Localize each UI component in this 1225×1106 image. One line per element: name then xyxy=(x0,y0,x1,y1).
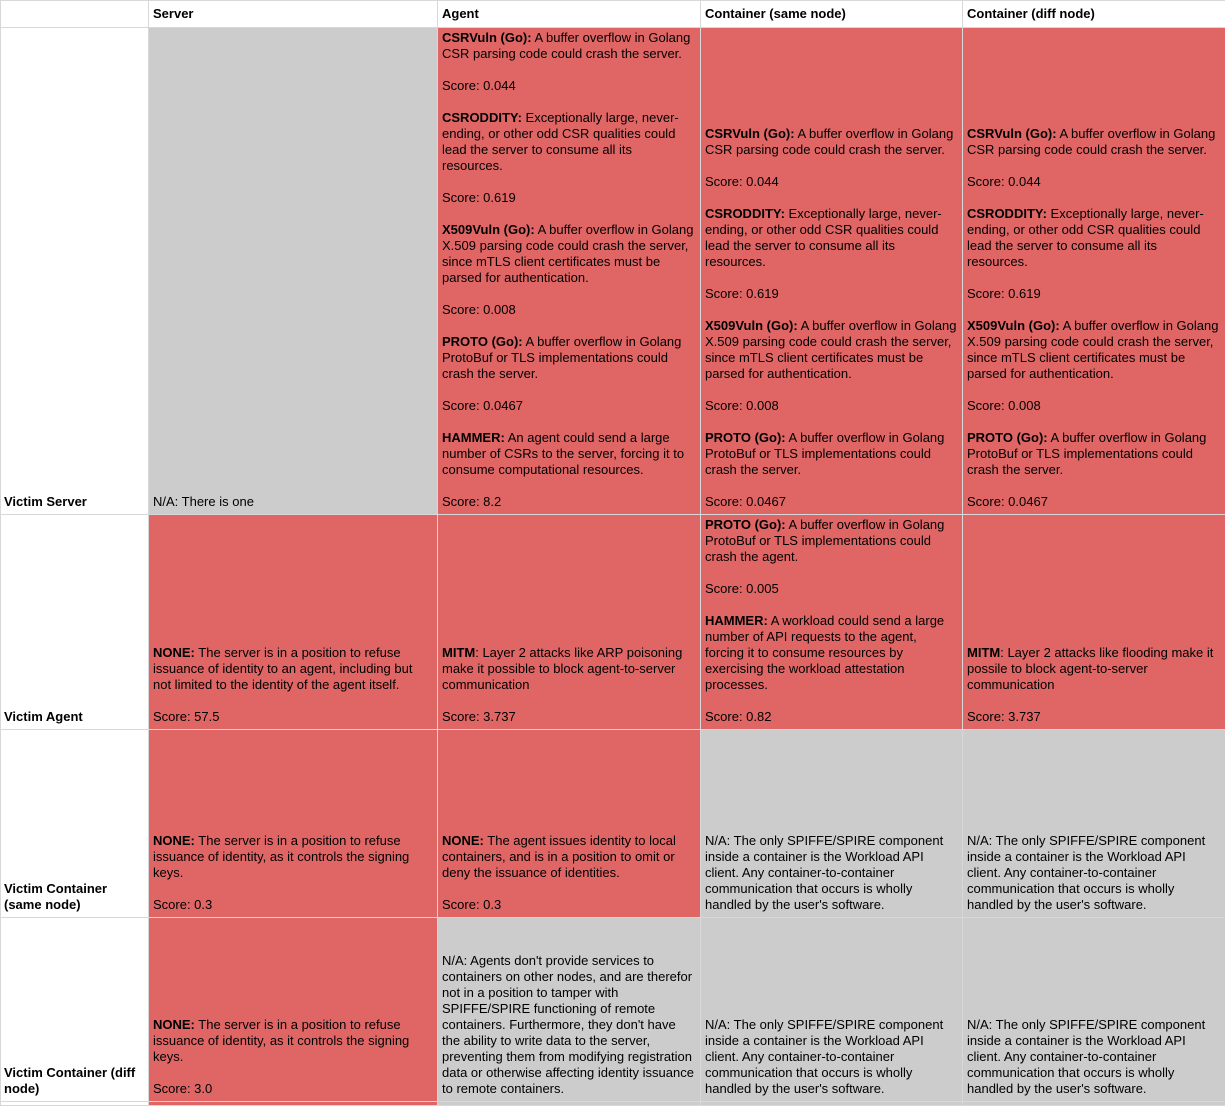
matrix-cell[interactable] xyxy=(701,28,963,515)
na-text: N/A: The only SPIFFE/SPIRE component inside a container is the Workload API client. Any container-to-container communication that occurs is wholly handled by the user's software. xyxy=(967,833,1221,913)
score-line: Score: 3.0 xyxy=(153,1081,433,1097)
threat-description: PROTO (Go): A buffer overflow in Golang ProtoBuf or TLS implementations could crash the server. xyxy=(442,334,696,382)
matrix-cell[interactable] xyxy=(149,515,438,730)
cell-content xyxy=(701,831,962,917)
threat-description: CSRODDITY: Exceptionally large, never-ending, or other odd CSR qualities could lead the server to consume all its resources. xyxy=(442,110,696,174)
score-line: Score: 0.619 xyxy=(967,286,1221,302)
matrix-cell[interactable] xyxy=(438,28,701,515)
score-line: Score: 0.0467 xyxy=(967,494,1221,510)
matrix-cell[interactable] xyxy=(149,730,438,918)
row-header-victim-container-same-node[interactable]: Victim Container (same node) xyxy=(1,730,149,918)
corner-header-cell[interactable] xyxy=(1,1,149,28)
matrix-cell[interactable] xyxy=(438,515,701,730)
score-line: Score: 0.008 xyxy=(442,302,696,318)
matrix-cell[interactable] xyxy=(149,1102,438,1106)
cell-content xyxy=(963,831,1225,917)
threat-name: PROTO (Go): xyxy=(705,517,786,532)
column-header-agent[interactable]: Agent xyxy=(438,1,701,28)
column-header-server[interactable]: Server xyxy=(149,1,438,28)
threat-name: CSRODDITY: xyxy=(967,206,1047,221)
threat-description: NONE: The server is in a position to refuse issuance of identity, as it controls the signing keys. xyxy=(153,1017,433,1065)
threat-description: NONE: The server is in a position to refuse issuance of identity to an agent, including but not limited to the identity of the agent itself. xyxy=(153,645,433,693)
row-header-victim-container-diff-node[interactable]: Victim Container (diff node) xyxy=(1,918,149,1102)
threat-description: X509Vuln (Go): A buffer overflow in Golang X.509 parsing code could crash the server, since mTLS client certificates must be parsed for authentication. xyxy=(967,318,1221,382)
score-line: Score: 0.044 xyxy=(442,78,696,94)
threat-description: HAMMER: A workload could send a large number of API requests to the agent, forcing it to consume resources by exercising the workload attestation processes. xyxy=(705,613,958,693)
cell-content xyxy=(701,1015,962,1101)
threat-description: NONE: The server is in a position to refuse issuance of identity, as it controls the signing keys. xyxy=(153,833,433,881)
threat-name: CSRODDITY: xyxy=(705,206,785,221)
row-header-victim-server[interactable]: Victim Server xyxy=(1,28,149,515)
threat-description: X509Vuln (Go): A buffer overflow in Golang X.509 parsing code could crash the server, since mTLS client certificates must be parsed for authentication. xyxy=(442,222,696,286)
cell-content xyxy=(963,1015,1225,1101)
matrix-row xyxy=(1,515,1225,730)
row-header-clipped[interactable] xyxy=(1,1102,149,1106)
score-line: Score: 3.737 xyxy=(442,709,696,725)
column-header-container-diff-node[interactable]: Container (diff node) xyxy=(963,1,1225,28)
threat-name: NONE: xyxy=(442,833,484,848)
score-line: Score: 0.005 xyxy=(705,581,958,597)
threat-description: PROTO (Go): A buffer overflow in Golang ProtoBuf or TLS implementations could crash the server. xyxy=(967,430,1221,478)
matrix-cell[interactable] xyxy=(438,730,701,918)
score-line: Score: 0.008 xyxy=(705,398,958,414)
threat-description: PROTO (Go): A buffer overflow in Golang ProtoBuf or TLS implementations could crash the agent. xyxy=(705,517,958,565)
threat-description: MITM: Layer 2 attacks like flooding make it possile to block agent-to-server communication xyxy=(967,645,1221,693)
cell-content xyxy=(149,643,437,729)
threat-description: CSRVuln (Go): A buffer overflow in Golang CSR parsing code could crash the server. xyxy=(967,126,1221,158)
threat-name: MITM xyxy=(967,645,1000,660)
matrix-row xyxy=(1,918,1225,1102)
na-text: N/A: The only SPIFFE/SPIRE component inside a container is the Workload API client. Any container-to-container communication that occurs is wholly handled by the user's software. xyxy=(967,1017,1221,1097)
score-line: Score: 0.619 xyxy=(442,190,696,206)
threat-name: X509Vuln (Go): xyxy=(705,318,798,333)
threat-name: MITM xyxy=(442,645,475,660)
threat-name: X509Vuln (Go): xyxy=(967,318,1060,333)
score-line: Score: 0.044 xyxy=(705,174,958,190)
cell-content xyxy=(701,124,962,514)
row-header-victim-agent[interactable]: Victim Agent xyxy=(1,515,149,730)
matrix-cell[interactable] xyxy=(963,918,1225,1102)
matrix-cell[interactable] xyxy=(963,28,1225,515)
threat-description: CSRODDITY: Exceptionally large, never-ending, or other odd CSR qualities could lead the server to consume all its resources. xyxy=(705,206,958,270)
threat-name: PROTO (Go): xyxy=(967,430,1048,445)
matrix-cell[interactable] xyxy=(963,730,1225,918)
threat-description: PROTO (Go): A buffer overflow in Golang ProtoBuf or TLS implementations could crash the server. xyxy=(705,430,958,478)
score-line: Score: 0.82 xyxy=(705,709,958,725)
matrix-cell[interactable] xyxy=(701,918,963,1102)
threat-name: CSRVuln (Go): xyxy=(967,126,1057,141)
score-line: Score: 0.3 xyxy=(442,897,696,913)
threat-name: PROTO (Go): xyxy=(442,334,523,349)
matrix-cell[interactable] xyxy=(701,515,963,730)
matrix-cell[interactable] xyxy=(149,28,438,515)
na-text: N/A: The only SPIFFE/SPIRE component inside a container is the Workload API client. Any container-to-container communication that occurs is wholly handled by the user's software. xyxy=(705,833,958,913)
threat-description: CSRODDITY: Exceptionally large, never-ending, or other odd CSR qualities could lead the server to consume all its resources. xyxy=(967,206,1221,270)
matrix-cell[interactable] xyxy=(963,1102,1225,1106)
cell-content xyxy=(438,28,700,514)
threat-name: CSRODDITY: xyxy=(442,110,522,125)
threat-name: NONE: xyxy=(153,645,195,660)
matrix-row xyxy=(1,730,1225,918)
threat-name: X509Vuln (Go): xyxy=(442,222,535,237)
matrix-cell[interactable] xyxy=(701,730,963,918)
na-text: N/A: There is one xyxy=(153,494,433,510)
threat-description: CSRVuln (Go): A buffer overflow in Golang CSR parsing code could crash the server. xyxy=(705,126,958,158)
threat-name: HAMMER: xyxy=(442,430,505,445)
threat-description: CSRVuln (Go): A buffer overflow in Golang CSR parsing code could crash the server. xyxy=(442,30,696,62)
clipped-next-row xyxy=(1,1102,1225,1106)
cell-content xyxy=(438,831,700,917)
column-header-container-same-node[interactable]: Container (same node) xyxy=(701,1,963,28)
header-row xyxy=(1,1,1225,28)
na-text: N/A: Agents don't provide services to containers on other nodes, and are therefor not in a position to tamper with SPIFFE/SPIRE functioning of remote containers. Furthermore, they don't have the ability to write data to the server, preventing them from modifying registration data or otherwise affecting identity issuance to remote containers. xyxy=(442,953,696,1097)
threat-description: HAMMER: An agent could send a large number of CSRs to the server, forcing it to consume computational resources. xyxy=(442,430,696,478)
matrix-cell[interactable] xyxy=(963,515,1225,730)
threat-name: CSRVuln (Go): xyxy=(705,126,795,141)
threat-name: NONE: xyxy=(153,833,195,848)
threat-description: MITM: Layer 2 attacks like ARP poisoning make it possible to block agent-to-server communication xyxy=(442,645,696,693)
threat-description: NONE: The agent issues identity to local containers, and is in a position to omit or deny the issuance of identities. xyxy=(442,833,696,881)
score-line: Score: 0.619 xyxy=(705,286,958,302)
score-line: Score: 0.044 xyxy=(967,174,1221,190)
score-line: Score: 8.2 xyxy=(442,494,696,510)
cell-content xyxy=(963,124,1225,514)
na-text: N/A: The only SPIFFE/SPIRE component inside a container is the Workload API client. Any container-to-container communication that occurs is wholly handled by the user's software. xyxy=(705,1017,958,1097)
cell-content xyxy=(438,951,700,1101)
matrix-cell[interactable] xyxy=(149,918,438,1102)
matrix-cell[interactable] xyxy=(701,1102,963,1106)
threat-name: NONE: xyxy=(153,1017,195,1032)
threat-name: CSRVuln (Go): xyxy=(442,30,532,45)
score-line: Score: 57.5 xyxy=(153,709,433,725)
threat-name: HAMMER: xyxy=(705,613,768,628)
score-line: Score: 0.008 xyxy=(967,398,1221,414)
score-line: Score: 3.737 xyxy=(967,709,1221,725)
matrix-cell[interactable] xyxy=(438,1102,701,1106)
matrix-body xyxy=(1,28,1225,1106)
score-line: Score: 0.0467 xyxy=(705,494,958,510)
cell-content xyxy=(149,492,437,514)
cell-content xyxy=(149,1015,437,1101)
cell-content xyxy=(149,831,437,917)
score-line: Score: 0.0467 xyxy=(442,398,696,414)
matrix-cell[interactable] xyxy=(438,918,701,1102)
threat-description: X509Vuln (Go): A buffer overflow in Golang X.509 parsing code could crash the server, since mTLS client certificates must be parsed for authentication. xyxy=(705,318,958,382)
matrix-row xyxy=(1,28,1225,515)
cell-content xyxy=(963,643,1225,729)
cell-content xyxy=(438,643,700,729)
score-line: Score: 0.3 xyxy=(153,897,433,913)
threat-name: PROTO (Go): xyxy=(705,430,786,445)
cell-content xyxy=(701,515,962,729)
